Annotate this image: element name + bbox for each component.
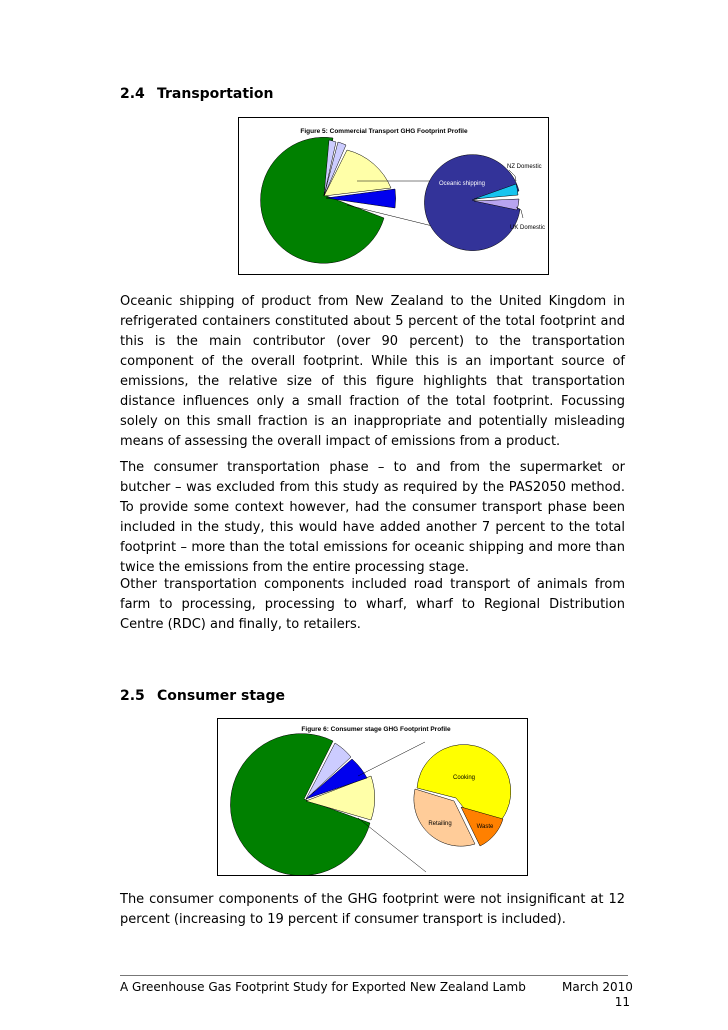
- footer-divider: [120, 975, 628, 976]
- label-retailing: Retailing: [428, 821, 452, 827]
- label-waste: Waste: [476, 824, 494, 830]
- paragraph-consumer-components: The consumer components of the GHG footprint were not insignificant at 12 percent (increasing to 19 percent if consumer transport is included).: [120, 892, 625, 927]
- section-number: 2.4: [120, 86, 145, 102]
- section-title: Consumer stage: [157, 688, 286, 704]
- section-heading-transportation: [120, 86, 273, 102]
- figure-6-svg: [218, 719, 527, 875]
- figure-6-title: Figure 6: Consumer stage GHG Footprint Profile: [301, 726, 451, 733]
- label-oceanic-shipping: Oceanic shipping: [438, 181, 486, 187]
- paragraph-consumer-transport: The consumer transportation phase – to and from the supermarket or butcher – was excluded from this study as required by the PAS2050 method. To provide some context however, had the consumer transport phase been included in the study, this would have added another 7 percent to the total footprint – more than the total emissions for oceanic shipping and more than twice the emissions from the entire processing stage.: [120, 460, 625, 575]
- section-number: 2.5: [120, 688, 145, 704]
- figure-5-svg: [239, 118, 548, 274]
- paragraph-oceanic-shipping: Oceanic shipping of product from New Zealand to the United Kingdom in refrigerated containers constituted about 5 percent of the total footprint and this is the main contributor (over 90 percent) to the transportation component of the overall footprint. While this is an important source of emissions, the relative size of this figure highlights that transportation distance influences only a small fraction of the total footprint. Focussing solely on this small fraction is an inappropriate and potentially misleading means of assessing the overall impact of emissions from a product.: [120, 294, 625, 449]
- section-title: Transportation: [157, 86, 274, 102]
- figure-5-title: Figure 5: Commercial Transport GHG Footprint Profile: [300, 128, 468, 135]
- figure-6-chart: [217, 718, 528, 876]
- footer-date: March 2010: [562, 980, 633, 994]
- footer-document-title: A Greenhouse Gas Footprint Study for Exported New Zealand Lamb: [120, 980, 526, 994]
- label-nz-domestic: NZ Domestic: [507, 164, 542, 170]
- label-cooking: Cooking: [452, 775, 476, 781]
- footer-date-page: [562, 980, 633, 1010]
- page-number: 11: [614, 995, 630, 1009]
- section-heading-consumer-stage: [120, 688, 285, 704]
- figure-5-chart: [238, 117, 549, 275]
- label-uk-domestic: UK Domestic: [510, 225, 546, 231]
- paragraph-other-transport: Other transportation components included road transport of animals from farm to processing, processing to wharf, wharf to Regional Distribution Centre (RDC) and finally, to retailers.: [120, 577, 625, 632]
